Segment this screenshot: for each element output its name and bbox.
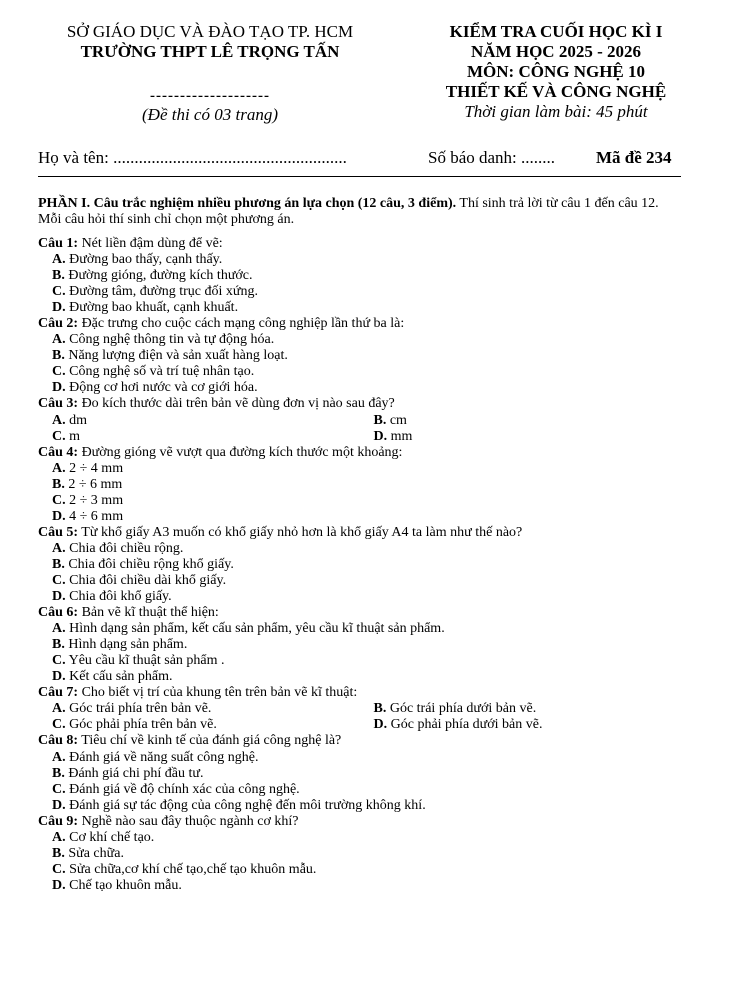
- option-text: 2 ÷ 4 mm: [65, 460, 124, 476]
- option-key: A.: [52, 829, 66, 845]
- option-d: [52, 509, 681, 525]
- option-a: [52, 252, 681, 268]
- question-4: [38, 445, 681, 525]
- option-key: C.: [52, 364, 66, 380]
- option-d: [52, 878, 681, 894]
- question-title: [38, 525, 681, 541]
- option-text: Chế tạo khuôn mẫu.: [65, 877, 182, 893]
- question-text: Bản vẽ kĩ thuật thể hiện:: [78, 605, 219, 621]
- option-text: Góc trái phía dưới bản vẽ.: [386, 701, 537, 717]
- question-label: Câu 5:: [38, 524, 79, 540]
- header-right: [398, 22, 714, 122]
- option-text: Góc trái phía trên bản vẽ.: [65, 701, 212, 717]
- question-7: [38, 685, 681, 733]
- question-6: [38, 605, 681, 685]
- question-text: Tiêu chí về kinh tế của đánh giá công nghệ là?: [78, 733, 342, 749]
- option-text: Sửa chữa,cơ khí chế tạo,chế tạo khuôn mẫu.: [65, 861, 317, 877]
- option-text: mm: [387, 428, 413, 444]
- option-key: B.: [52, 765, 65, 781]
- option-key: C.: [52, 781, 66, 797]
- option-key: D.: [52, 589, 66, 605]
- option-a: [52, 332, 681, 348]
- option-b: [52, 557, 681, 573]
- question-1: [38, 236, 681, 316]
- question-title: [38, 814, 681, 830]
- option-row: [38, 413, 681, 429]
- option-a: [52, 621, 681, 637]
- option-key: B.: [52, 268, 65, 284]
- option-text: Góc phải phía dưới bản vẽ.: [387, 717, 543, 733]
- option-text: Yêu cầu kĩ thuật sản phẩm .: [65, 653, 225, 669]
- question-text: Đặc trưng cho cuộc cách mạng công nghiệp lần thứ ba là:: [78, 316, 405, 332]
- option-key: B.: [52, 556, 65, 572]
- option-text: Chia đôi chiều rộng.: [65, 540, 184, 556]
- option-text: Đường gióng, đường kích thước.: [64, 268, 253, 284]
- option-d: [374, 429, 682, 445]
- question-3: [38, 396, 681, 444]
- option-c: [52, 653, 681, 669]
- option-b: [52, 766, 681, 782]
- question-title: [38, 316, 681, 332]
- question-text: Đường gióng vẽ vượt qua đường kích thước một khoảng:: [78, 444, 403, 460]
- option-c: [52, 493, 681, 509]
- option-key: A.: [52, 412, 66, 428]
- question-text: Từ khổ giấy A3 muốn có khổ giấy nhỏ hơn là khổ giấy A4 ta làm như thế nào?: [78, 524, 523, 540]
- option-b: [52, 846, 681, 862]
- question-text: Cho biết vị trí của khung tên trên bản vẽ kĩ thuật:: [78, 685, 358, 701]
- option-b: [374, 701, 682, 717]
- option-text: Góc phải phía trên bản vẽ.: [65, 717, 217, 733]
- option-key: B.: [52, 348, 65, 364]
- option-text: Hình dạng sản phẩm.: [64, 637, 188, 653]
- exam-content: [38, 196, 681, 894]
- option-text: Đường tâm, đường trục đối xứng.: [65, 284, 258, 300]
- header-left: [22, 22, 398, 125]
- option-text: Đánh giá sự tác động của công nghệ đến môi trường không khí.: [65, 797, 426, 813]
- part1-instruction: Thí sinh trả lời từ câu 1 đến câu 12. Mỗi câu hỏi thí sinh chỉ chọn một phương án.: [38, 196, 659, 227]
- option-a: [52, 830, 681, 846]
- question-5: [38, 525, 681, 605]
- exam-code: Mã đề 234: [596, 148, 672, 167]
- option-text: Hình dạng sản phẩm, kết cấu sản phẩm, yêu cầu kĩ thuật sản phẩm.: [65, 621, 445, 637]
- option-text: Đường bao khuất, cạnh khuất.: [65, 300, 239, 316]
- question-title: [38, 396, 681, 412]
- question-list: [38, 236, 681, 894]
- option-key: D.: [52, 508, 66, 524]
- option-key: D.: [373, 717, 388, 733]
- option-row: [38, 701, 681, 717]
- header-divider: --------------------: [150, 88, 270, 104]
- option-c: [52, 429, 360, 445]
- option-a: [52, 701, 360, 717]
- header-rule: [38, 176, 681, 177]
- option-a: [52, 541, 681, 557]
- option-c: [52, 862, 681, 878]
- option-key: C.: [52, 653, 66, 669]
- question-text: Nét liền đậm dùng để vẽ:: [78, 236, 223, 251]
- school-year: NĂM HỌC 2025 - 2026: [471, 42, 641, 61]
- option-row: [38, 429, 681, 445]
- exam-time: Thời gian làm bài: 45 phút: [464, 102, 648, 121]
- option-d: [52, 300, 681, 316]
- option-key: A.: [52, 701, 66, 717]
- option-key: D.: [52, 877, 66, 893]
- option-text: Đường bao thấy, cạnh thấy.: [65, 252, 223, 268]
- option-key: A.: [52, 540, 66, 556]
- part1-title: PHẦN I. Câu trắc nghiệm nhiều phương án lựa chọn (12 câu, 3 điểm).: [38, 196, 457, 211]
- student-name-field: Họ và tên: .......................................................: [38, 148, 347, 167]
- option-text: Kết cấu sản phẩm.: [65, 669, 173, 685]
- option-text: Đánh giá chi phí đầu tư.: [64, 765, 204, 781]
- option-c: [52, 782, 681, 798]
- question-label: Câu 2:: [38, 316, 79, 332]
- question-label: Câu 8:: [38, 733, 79, 749]
- question-title: [38, 445, 681, 461]
- option-key: C.: [52, 284, 66, 300]
- part1-intro: [38, 196, 681, 228]
- option-text: Chia đôi chiều rộng khổ giấy.: [64, 556, 234, 572]
- question-label: Câu 9:: [38, 813, 79, 829]
- option-b: [52, 477, 681, 493]
- option-d: [52, 798, 681, 814]
- question-title: [38, 733, 681, 749]
- option-text: 2 ÷ 6 mm: [64, 476, 123, 492]
- question-label: Câu 4:: [38, 444, 79, 460]
- school-name: TRƯỜNG THPT LÊ TRỌNG TẤN: [80, 42, 340, 61]
- option-key: B.: [52, 637, 65, 653]
- option-key: B.: [52, 845, 65, 861]
- option-key: C.: [52, 861, 66, 877]
- option-text: Chia đôi khổ giấy.: [65, 589, 172, 605]
- option-text: dm: [65, 412, 88, 428]
- option-key: B.: [52, 476, 65, 492]
- option-text: Cơ khí chế tạo.: [65, 829, 155, 845]
- option-key: C.: [52, 717, 66, 733]
- option-c: [52, 364, 681, 380]
- subject: MÔN: CÔNG NGHỆ 10: [466, 62, 646, 81]
- option-key: C.: [52, 572, 66, 588]
- page-count: (Đề thi có 03 trang): [142, 105, 278, 124]
- subject-topic: THIẾT KẾ VÀ CÔNG NGHỆ: [445, 82, 667, 101]
- question-label: Câu 6:: [38, 605, 79, 621]
- option-a: [52, 461, 681, 477]
- option-key: A.: [52, 252, 66, 268]
- option-c: [52, 717, 360, 733]
- option-d: [374, 717, 682, 733]
- question-9: [38, 814, 681, 894]
- option-c: [52, 284, 681, 300]
- option-c: [52, 573, 681, 589]
- question-title: [38, 685, 681, 701]
- option-key: B.: [373, 412, 387, 428]
- question-text: Nghề nào sau đây thuộc ngành cơ khí?: [78, 813, 299, 829]
- question-title: [38, 236, 681, 252]
- option-text: Đánh giá về năng suất công nghệ.: [65, 749, 259, 765]
- option-text: cm: [386, 412, 407, 428]
- option-key: A.: [52, 621, 66, 637]
- option-d: [52, 589, 681, 605]
- option-text: Chia đôi chiều dài khổ giấy.: [65, 572, 227, 588]
- option-key: B.: [373, 701, 387, 717]
- option-row: [38, 717, 681, 733]
- option-key: C.: [52, 428, 66, 444]
- option-key: D.: [52, 797, 66, 813]
- question-2: [38, 316, 681, 396]
- option-key: A.: [52, 460, 66, 476]
- question-title: [38, 605, 681, 621]
- department-name: SỞ GIÁO DỤC VÀ ĐÀO TẠO TP. HCM: [66, 22, 354, 41]
- student-id-field: Số báo danh: ........: [428, 148, 556, 167]
- option-key: D.: [52, 669, 66, 685]
- option-key: D.: [52, 380, 66, 396]
- question-label: Câu 7:: [38, 685, 79, 701]
- question-8: [38, 733, 681, 813]
- option-d: [52, 380, 681, 396]
- option-text: 4 ÷ 6 mm: [65, 508, 124, 524]
- option-text: Năng lượng điện và sản xuất hàng loạt.: [64, 348, 288, 364]
- option-text: Đánh giá về độ chính xác của công nghệ.: [65, 781, 300, 797]
- option-b: [52, 268, 681, 284]
- question-label: Câu 1:: [38, 236, 79, 251]
- option-key: C.: [52, 492, 66, 508]
- option-text: Sửa chữa.: [64, 845, 124, 861]
- exam-title: KIỂM TRA CUỐI HỌC KÌ I: [449, 22, 663, 41]
- option-b: [52, 637, 681, 653]
- option-text: 2 ÷ 3 mm: [65, 492, 124, 508]
- option-a: [52, 413, 360, 429]
- option-b: [374, 413, 682, 429]
- question-text: Đo kích thước dài trên bản vẽ dùng đơn vị nào sau đây?: [78, 396, 395, 412]
- option-text: Công nghệ số và trí tuệ nhân tạo.: [65, 364, 255, 380]
- option-key: D.: [373, 428, 388, 444]
- question-label: Câu 3:: [38, 396, 79, 412]
- option-d: [52, 669, 681, 685]
- option-b: [52, 348, 681, 364]
- option-key: A.: [52, 749, 66, 765]
- option-a: [52, 750, 681, 766]
- option-text: m: [65, 428, 81, 444]
- option-key: D.: [52, 300, 66, 316]
- option-text: Động cơ hơi nước và cơ giới hóa.: [65, 380, 258, 396]
- option-text: Công nghệ thông tin và tự động hóa.: [65, 332, 275, 348]
- option-key: A.: [52, 332, 66, 348]
